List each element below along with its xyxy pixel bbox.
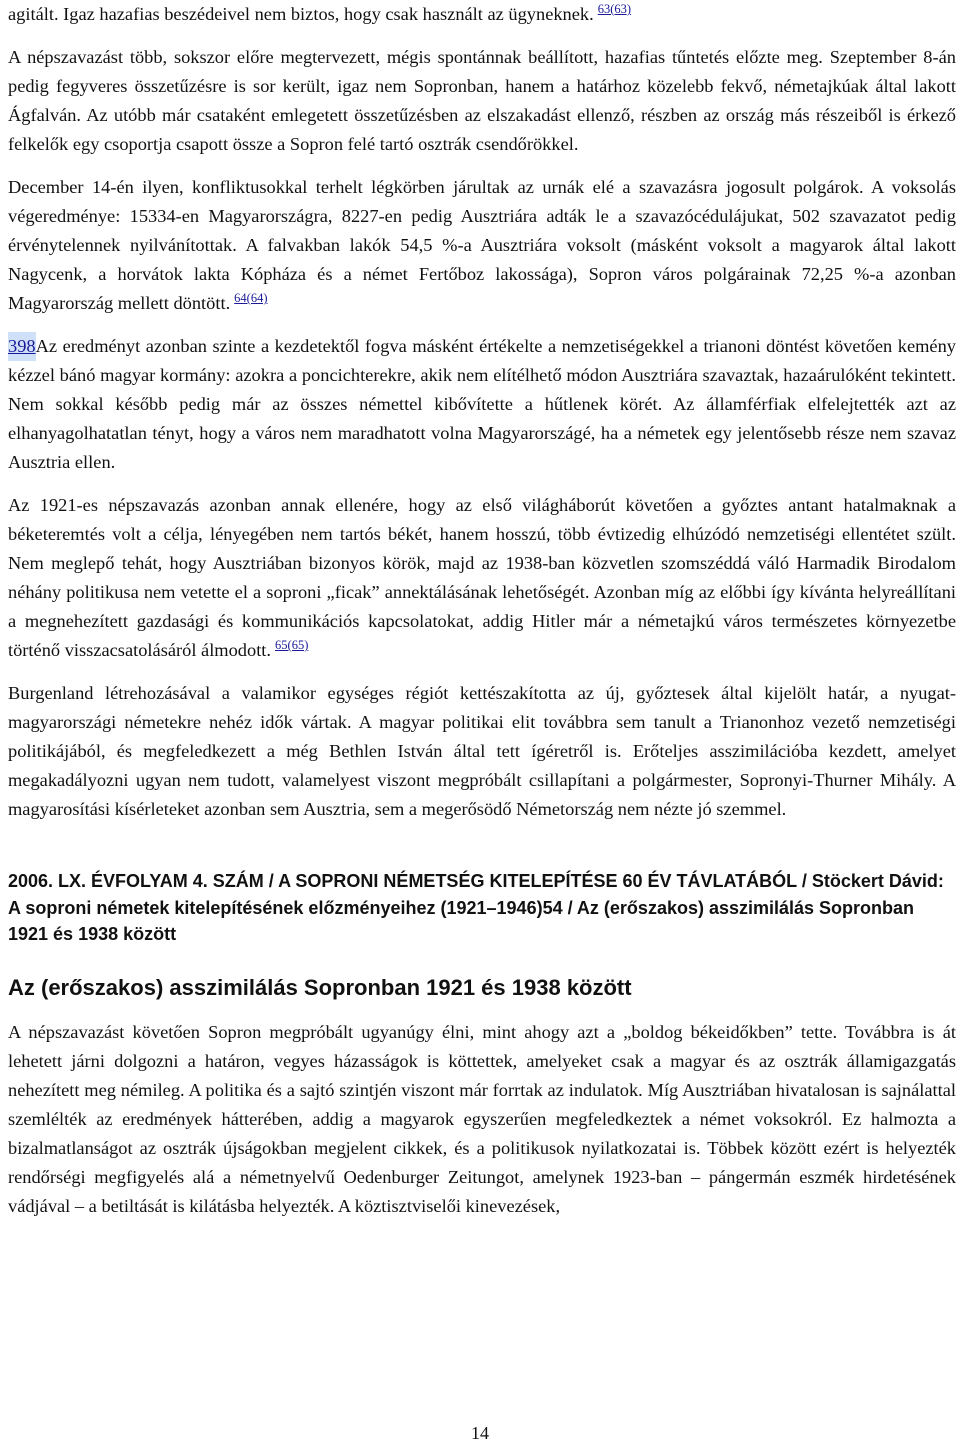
paragraph-7: A népszavazást követően Sopron megpróbált ugyanúgy élni, mint ahogy azt a „boldog békeidőkben” tette. Továbbra is át lehetett járni dolgozni a határon, vegyes házasságok is köttettek, amelyeket csak a magyar és az osztrák államigazgatás nehezített meg némileg. A politika és a sajtó szintjén viszont már forrtak az indulatok. Míg Ausztriában hivatalosan is sajnálattal szemlélték az eredmények hátterében, addig a magyarok egyszerűen megfeledkeztek a német voksokról. Ez halmozta a bizalmatlanságot az osztrák újságokban megjelent cikkek, és a politikusok nyilatkozatai is. Többek között ezért is helyezték rendőrségi megfigyelés alá a németnyelvű Oedenburger Zeitungot, amelynek 1923-ban – pángermán eszmék hirdetésének vádjával – a betiltását is kilátásba helyezték. A köztisztviselői kinevezések, [8, 1021, 956, 1216]
journal-header: 2006. LX. ÉVFOLYAM 4. SZÁM / A SOPRONI NÉMETSÉG KITELEPÍTÉSE 60 ÉV TÁVLATÁBÓL / Stöckert Dávid: A soproni németek kitelepítésének előzményeihez (1921–1946)54 / Az (erőszakos) asszimilálás Sopronban 1921 és 1938 között [8, 871, 944, 944]
footnote-link-64[interactable]: 64(64) [234, 291, 268, 305]
footnote-link-63[interactable]: 63(63) [597, 2, 632, 16]
paragraph-5: Az 1921-es népszavazás azonban annak ellenére, hogy az első világháborút követően a győztes antant hatalmaknak a béketeremtés volt a célja, lényegében nem tartós békét, hanem hosszú, több évtizedig elhúzódó nemzetiségi ellentétet szült. Nem meglepő tehát, hogy Ausztriában bizonyos körök, majd az 1938-ban közvetlen szomszéddá váló Harmadik Birodalom néhány politikusa nem vetette el a soproni „ficak” annektálásának lehetőségét. Azonban míg az előbbi így kívánta helyreállítani a megnehezített gazdasági és kommunikációs kapcsolatokat, addig Hitler már a németajkú város természetes környezetbe történő visszacsatolásáról álmodott. $^{65(65)}$ [8, 495, 956, 660]
page-number: 14 [471, 1423, 489, 1443]
section-title: Az (erőszakos) asszimilálás Sopronban 1921 és 1938 között [8, 974, 632, 1000]
paragraph-3: December 14-én ilyen, konfliktusokkal terhelt légkörben járultak az urnák elé a szavazásra jogosult polgárok. A voksolás végeredménye: 15334-en Magyarországra, 8227-en pedig Ausztriára adták le a szavazócédulájukat, 502 szavazatot pedig érvénytelennek nyilvánítottak. A falvakban lakók 54,5 %-a Ausztriára voksolt (másként voksolt a magyarok által lakott Nagycenk, a horvátok lakta Kópháza és a német Fertőboz lakossága), Sopron város polgárainak 72,25 %-a azonban Magyarország mellett döntött. $^{64(64)}$ [8, 177, 956, 313]
paragraph-1: agitált. Igaz hazafias beszédeivel nem biztos, hogy csak használt az ügyneknek. $^{63(63)}$ [8, 2, 632, 24]
document-page [8, 0, 956, 1221]
paragraph-6: Burgenland létrehozásával a valamikor egységes régiót kettészakította az új, győztesek által kijelölt határ, a nyugat-magyarországi németekre nehéz idők vártak. A magyar politikai elit továbbra sem tanult a Trianonhoz vezető nemzetiségi politikájából, és megfeledkezett a még Bethlen István által tett ígéretről is. Erőteljes asszimilációba kezdett, amelyet megakadályozni ugyan nem tudott, valamelyest viszont megpróbált csillapítani a polgármester, Sopronyi-Thurner Mihály. A magyarosítási kísérleteket azonban sem Ausztria, sem a megerősödő Németország nem nézte jó szemmel. [8, 683, 956, 819]
page-anchor-398[interactable]: 398 [8, 332, 36, 361]
paragraph-2: A népszavazást több, sokszor előre megtervezett, mégis spontánnak beállított, hazafias tűntetés előzte meg. Szeptember 8-án pedig fegyveres összetűzésre is sor került, igaz nem Sopronban, hanem a határhoz közelebb fekvő, németajkúak által lakott Ágfalván. Az utóbb már csataként emlegetett összetűzésben az elszakadást ellenző, részben az ország más részeiből is érkező felkelők egy csoportja csapott össze a Sopron felé tartó osztrák csendőrökkel. [8, 47, 956, 154]
footnote-link-65[interactable]: 65(65) [275, 638, 309, 652]
paragraph-4: 398Az eredményt azonban szinte a kezdetektől fogva másként értékelte a nemzetiségekkel a trianoni döntést követően kemény kézzel bánó magyar kormány: azokra a poncichterekre, akik nem elítélhető módon Ausztriára szavaztak, hazaárulóként tekintett. Nem sokkal később pedig már az összes némettel kibővítette a hűtlenek körét. Az államférfiak elfelejtették azt az elhanyagolhatatlan tényt, hogy a város nem maradhatott volna Magyarországé, ha a németek egy jelentősebb része nem szavaz Ausztria ellen. [8, 332, 956, 477]
